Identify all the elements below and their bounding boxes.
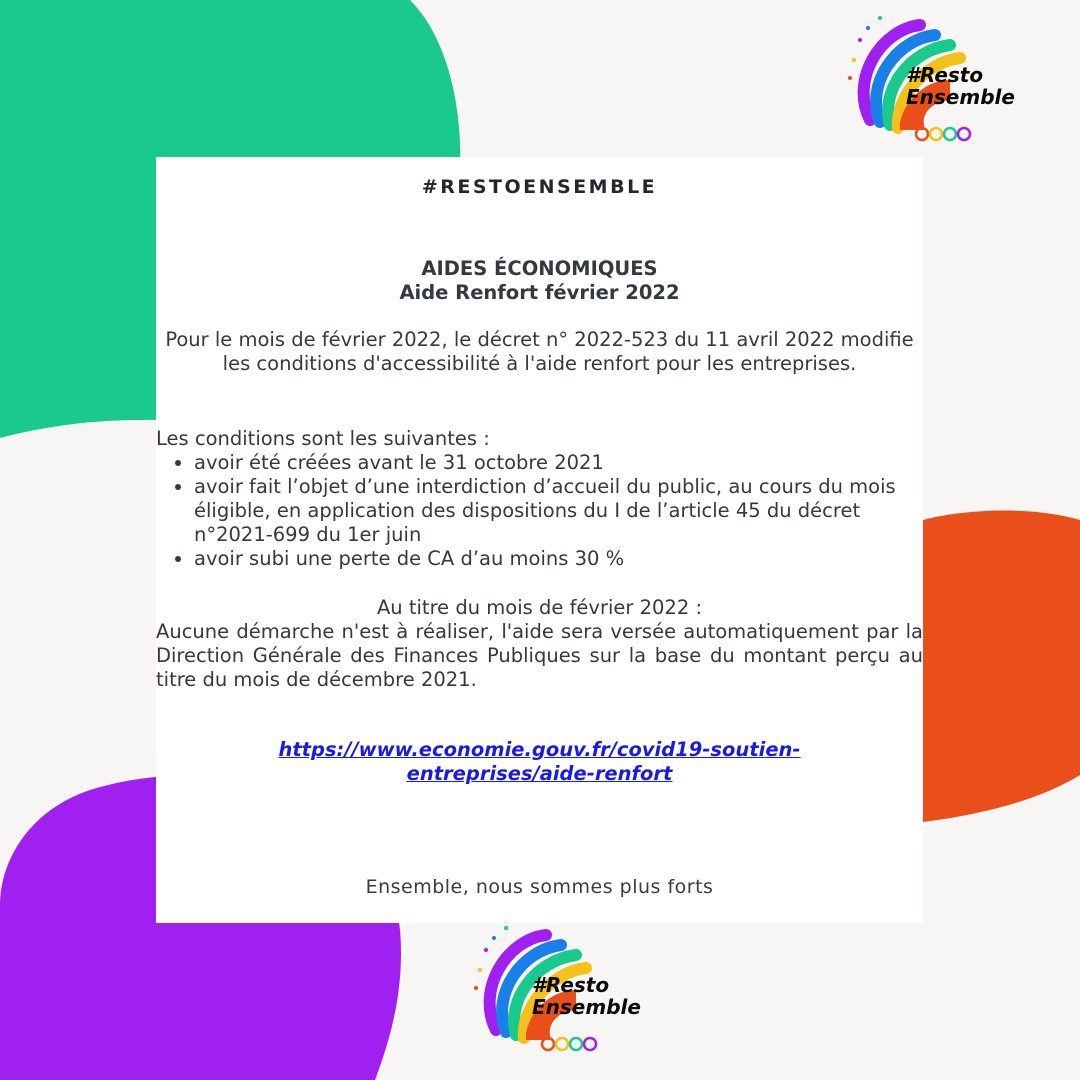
conditions-section [156,427,917,571]
logo-line2: Ensemble [532,995,641,1019]
conditions-list [156,451,917,571]
hashtag-heading: #RESTOENSEMBLE [421,176,658,198]
list-item: • avoir été créées avant le 31 octobre 2021 [194,451,917,475]
page-subtitle: Aide Renfort février 2022 [399,281,680,304]
aide-renfort-link[interactable]: https://www.economie.gouv.fr/covid19-soutien-entreprises/aide-renfort [278,738,801,785]
restoensemble-logo-top [840,10,1030,150]
content-card [156,157,923,923]
restoensemble-logo-bottom [466,920,656,1060]
logo-line2: Ensemble [906,85,1015,109]
title-block [156,257,923,305]
logo-line1: #Resto [532,973,610,997]
mois-paragraph: Aucune démarche n'est à réaliser, l'aide sera versée automatiquement par la Direction Générale des Finances Publiques sur la base du montant perçu au titre du mois de décembre 2021. [156,620,923,691]
conditions-heading: Les conditions sont les suivantes : [156,427,490,450]
logo-line1: #Resto [906,63,984,87]
orange-blob [923,511,1080,822]
mois-title: Au titre du mois de février 2022 : [376,596,703,619]
intro-paragraph: Pour le mois de février 2022, le décret n° 2022-523 du 11 avril 2022 modifie les conditions d'accessibilité à l'aide renfort pour les entreprises. [165,328,914,375]
list-item: • avoir subi une perte de CA d’au moins 30 % [194,547,917,571]
list-item: • avoir fait l’objet d’une interdiction d’accueil du public, au cours du mois éligible, en application des dispositions du I de l’article 45 du décret n°2021-699 du 1er juin [194,475,917,547]
page-title: AIDES ÉCONOMIQUES [421,257,658,280]
footer-slogan: Ensemble, nous sommes plus forts [365,876,714,898]
